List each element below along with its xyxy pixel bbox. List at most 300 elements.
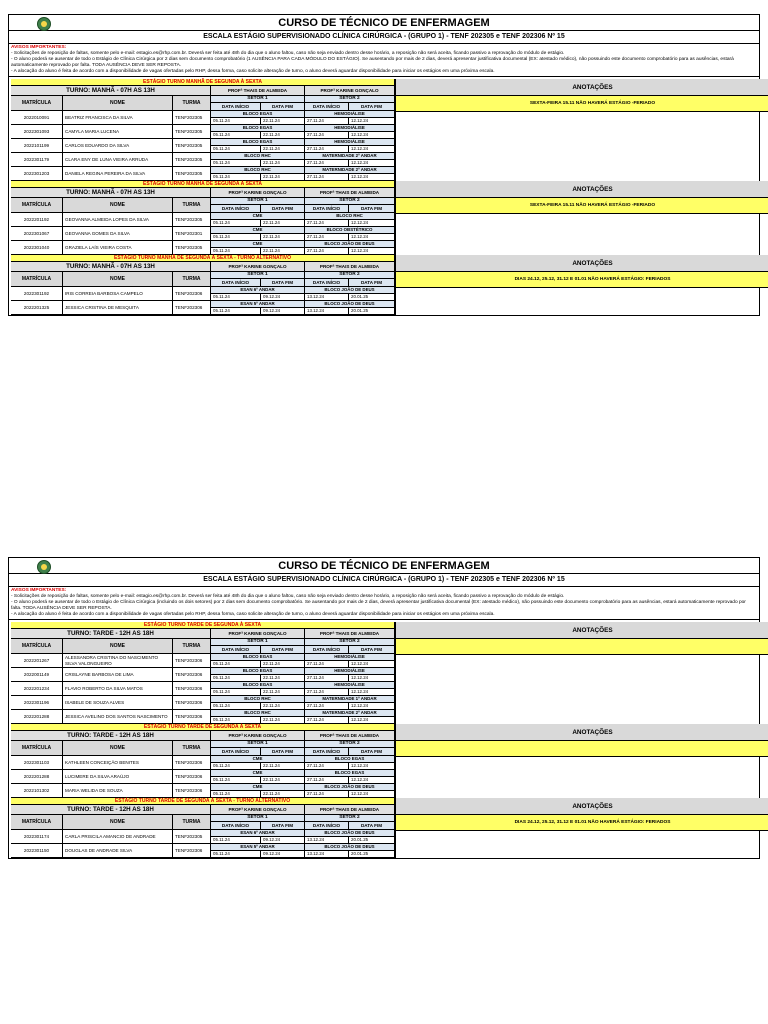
header-data-inicio: DATA INÍCIO [305,748,349,756]
setor2-location: BLOCO JOÃO DE DEUS [305,301,395,308]
setor1-end-date: 22.11.24 [261,689,305,696]
setor1-location: BLOCO EGAS [211,668,305,675]
setor2-start-date: 27.11.24 [305,777,349,784]
setor2-end-date: 12.12.24 [349,220,395,227]
student-matricula: 2022301174 [11,830,63,844]
schedule-table [11,622,395,724]
header-data-fim: DATA FIM [349,822,395,830]
student-matricula: 2022301196 [11,696,63,710]
schedule-block [9,622,759,724]
professor-setor1: PROFª KARINE GONÇALO [211,805,305,815]
setor2-location: MATERNIDADE 2º ANDAR [305,710,395,717]
setor2-end-date: 12.12.24 [349,234,395,241]
student-name: CARLOS EDUARDO DA SILVA [63,139,173,153]
header-turma: TURMA [173,96,211,111]
professor-setor1: PROFª KARINE GONÇALO [211,629,305,639]
setor1-start-date: 05.11.24 [211,146,261,153]
annotations-empty [396,214,768,255]
setor2-start-date: 27.11.24 [305,132,349,139]
setor1-header: SETOR 1 [211,815,305,822]
page-subtitle: ESCALA ESTÁGIO SUPERVISIONADO CLÍNICA CIRÚRGICA - (GRUPO 1) - TENF 202305 e TENF 202306 Nº 15 [203,576,565,583]
setor2-end-date: 12.12.24 [349,791,395,798]
setor2-start-date: 13.12.24 [305,837,349,844]
setor1-location: CME [211,213,305,220]
student-matricula: 2022301067 [11,227,63,241]
student-matricula: 2022201234 [11,682,63,696]
setor1-location: ESAN 6º ANDAR [211,830,305,837]
student-turma: TENF202306 [173,287,211,301]
student-name: MARIA WELIDA DE SOUZA [63,784,173,798]
header-data-inicio: DATA INÍCIO [305,205,349,213]
setor2-end-date: 12.12.24 [349,248,395,255]
setor2-start-date: 27.11.24 [305,118,349,125]
setor1-start-date: 05.11.24 [211,220,261,227]
setor1-start-date: 05.11.24 [211,661,261,668]
setor2-location: HEMODIÁLISE [305,139,395,146]
header-data-inicio: DATA INÍCIO [211,103,261,111]
student-turma: TENF202306 [173,756,211,770]
annotation-note: SEXTA-FEIRA 15.11 NÃO HAVERÁ ESTÁGIO -FERIADO [396,198,768,214]
schedule-block [9,798,759,858]
header-matricula: MATRÍCULA [11,639,63,654]
setor1-location: BLOCO EGAS [211,111,305,118]
setor1-start-date: 05.11.24 [211,234,261,241]
student-name: GEOVANNA ALMEIDA LOPES DA SILVA [63,213,173,227]
annotations-empty [396,757,768,798]
setor2-header: SETOR 2 [305,272,395,279]
setor1-location: BLOCO EGAS [211,654,305,661]
student-name: JESSICA CRISTINA DE MESQUITA [63,301,173,315]
header-matricula: MATRÍCULA [11,96,63,111]
header-nome: NOME [63,741,173,756]
setor1-start-date: 05.11.24 [211,717,261,724]
schedule-table [11,181,395,255]
student-turma: TENF202305 [173,111,211,125]
student-name: LUCIMERE DA SILVA ARAÚJO [63,770,173,784]
header-data-inicio: DATA INÍCIO [305,279,349,287]
setor2-end-date: 20.01.25 [349,294,395,301]
setor2-header: SETOR 2 [305,198,395,205]
header-data-inicio: DATA INÍCIO [211,279,261,287]
annotations-empty [396,655,768,724]
setor2-start-date: 27.11.24 [305,174,349,181]
annotations-header: ANOTAÇÕES [396,724,768,741]
setor1-header: SETOR 1 [211,639,305,646]
shift-banner: ESTÁGIO TURNO TARDE DE SEGUNDA À SEXTA [11,622,395,629]
setor2-end-date: 12.12.24 [349,703,395,710]
header-nome: NOME [63,639,173,654]
setor1-start-date: 05.11.24 [211,248,261,255]
header-data-fim: DATA FIM [261,103,305,111]
setor2-end-date: 12.12.24 [349,160,395,167]
setor1-end-date: 22.11.24 [261,703,305,710]
annotations-column [395,79,768,181]
header-data-fim: DATA FIM [349,103,395,111]
header-matricula: MATRÍCULA [11,272,63,287]
student-matricula: 2022301103 [11,756,63,770]
header-turma: TURMA [173,272,211,287]
setor1-end-date: 22.11.24 [261,675,305,682]
setor1-location: CME [211,241,305,248]
setor1-end-date: 22.11.24 [261,118,305,125]
student-turma: TENF202306 [173,784,211,798]
professor-setor2: PROFª THAIS DE ALMEIDA [305,629,395,639]
page-header [9,15,759,44]
setor1-start-date: 05.11.24 [211,689,261,696]
setor2-header: SETOR 2 [305,741,395,748]
schedule-block [9,181,759,255]
setor2-location: BLOCO JOÃO DE DEUS [305,844,395,851]
setor1-end-date: 22.11.24 [261,160,305,167]
header-data-fim: DATA FIM [261,205,305,213]
student-turma: TENF202306 [173,696,211,710]
setor2-start-date: 27.11.24 [305,160,349,167]
setor1-location: ESAN 6º ANDAR [211,287,305,294]
setor1-location: CME [211,227,305,234]
setor1-location: BLOCO RHC [211,153,305,160]
setor1-start-date: 05.11.24 [211,160,261,167]
setor1-end-date: 22.11.24 [261,234,305,241]
notice-title: AVISOS IMPORTANTES: [11,45,67,50]
institution-logo-icon [37,560,51,574]
professor-setor2: PROFª THAIS DE ALMEIDA [305,188,395,198]
student-turma: TENF202301 [173,227,211,241]
setor2-start-date: 27.11.24 [305,220,349,227]
student-matricula: 2022301203 [11,167,63,181]
student-matricula: 2022301150 [11,844,63,858]
student-name: CRISLAYNE BARBOSA DE LIMA [63,668,173,682]
annotations-empty [396,112,768,181]
shift-title: TURNO: TARDE - 12H AS 18H [11,629,211,639]
student-turma: TENF202306 [173,682,211,696]
setor1-location: ESAN 5º ANDAR [211,844,305,851]
setor1-end-date: 22.11.24 [261,777,305,784]
header-data-inicio: DATA INÍCIO [305,822,349,830]
setor2-end-date: 12.12.24 [349,763,395,770]
setor2-location: HEMODIÁLISE [305,125,395,132]
header-data-inicio: DATA INÍCIO [211,205,261,213]
student-turma: TENF202306 [173,844,211,858]
setor1-start-date: 05.11.24 [211,777,261,784]
student-matricula: 2022201325 [11,301,63,315]
setor2-header: SETOR 2 [305,96,395,103]
setor1-header: SETOR 1 [211,741,305,748]
setor1-start-date: 05.11.24 [211,703,261,710]
professor-setor1: PROFª KARINE GONÇALO [211,188,305,198]
setor2-location: BLOCO EGAS [305,770,395,777]
setor1-start-date: 05.11.24 [211,763,261,770]
setor1-end-date: 09.12.24 [261,294,305,301]
header-matricula: MATRÍCULA [11,741,63,756]
setor2-end-date: 12.12.24 [349,118,395,125]
setor2-end-date: 12.12.24 [349,675,395,682]
schedule-table [11,255,395,315]
header-data-fim: DATA FIM [261,748,305,756]
student-turma: TENF202305 [173,139,211,153]
student-name: DANIELA REGINA PEREIRA DA SILVA [63,167,173,181]
setor2-start-date: 27.11.24 [305,661,349,668]
header-data-inicio: DATA INÍCIO [211,646,261,654]
annotation-note: DIAS 24.12, 25.12, 31.12 E 01.01 NÃO HAVERÁ ESTÁGIO: FERIADOS [396,272,768,288]
student-name: CARLA PRISCILA AMANCIO DE ANDRADE [63,830,173,844]
schedule-block [9,79,759,181]
setor2-start-date: 27.11.24 [305,689,349,696]
setor1-start-date: 05.11.24 [211,837,261,844]
notice-line: - A alocação do aluno é feita de acordo com a disponibilidade de vagas ofertadas pelo RHP, dessa forma, caso solicite alteração de turno, o aluno deverá aguardar disponibilidade para iniciar os estágios em uma próxima escala. [11,69,495,74]
setor1-location: BLOCO EGAS [211,139,305,146]
shift-banner: ESTÁGIO TURNO MANHÃ DE SEGUNDA À SEXTA [11,181,395,188]
setor2-end-date: 12.12.24 [349,146,395,153]
setor1-end-date: 22.11.24 [261,661,305,668]
header-turma: TURMA [173,815,211,830]
student-name: KATHLEEN CONCEIÇÃO BENITES [63,756,173,770]
student-turma: TENF202305 [173,241,211,255]
annotations-header: ANOTAÇÕES [396,622,768,639]
annotations-empty [396,831,768,858]
professor-setor2: PROFª KARINE GONÇALO [305,86,395,96]
setor2-end-date: 12.12.24 [349,689,395,696]
student-matricula: 2022201192 [11,213,63,227]
setor1-location: CME [211,756,305,763]
annotations-header: ANOTAÇÕES [396,798,768,815]
institution-logo-icon [37,17,51,31]
annotations-column [395,255,768,315]
setor2-end-date: 20.01.25 [349,308,395,315]
header-data-fim: DATA FIM [261,822,305,830]
student-turma: TENF202305 [173,125,211,139]
setor2-header: SETOR 2 [305,815,395,822]
setor1-location: BLOCO RHC [211,710,305,717]
header-data-fim: DATA FIM [261,279,305,287]
professor-setor1: PROFª THAIS DE ALMEIDA [211,86,305,96]
header-data-fim: DATA FIM [349,748,395,756]
student-name: BEATRIZ FRANCISCA DA SILVA [63,111,173,125]
setor2-end-date: 12.12.24 [349,777,395,784]
annotations-column [395,622,768,724]
annotations-empty [396,288,768,315]
page-title: CURSO DE TÉCNICO DE ENFERMAGEM [9,558,759,574]
setor1-start-date: 05.11.24 [211,132,261,139]
schedule-block [9,724,759,798]
student-matricula: 2022301040 [11,241,63,255]
student-name: CLARA ENY DE LUNA VIEIRA ARRUDA [63,153,173,167]
student-matricula: 2022301093 [11,125,63,139]
setor2-location: HEMODIÁLISE [305,111,395,118]
annotations-header: ANOTAÇÕES [396,255,768,272]
page-title: CURSO DE TÉCNICO DE ENFERMAGEM [9,15,759,31]
annotations-header: ANOTAÇÕES [396,181,768,198]
professor-setor1: PROFª KARINE GONÇALO [211,262,305,272]
setor2-location: BLOCO JOÃO DE DEUS [305,784,395,791]
shift-banner: ESTÁGIO TURNO TARDE DE SEGUNDA À SEXTA - TURNO ALTERNATIVO [11,798,395,805]
shift-title: TURNO: MANHÃ - 07H AS 13H [11,86,211,96]
student-name: ALESSANDRA CRISTINA DO NASCIMENTO SILVA VALONGUEIRO [63,654,173,668]
setor1-end-date: 22.11.24 [261,717,305,724]
shift-banner: ESTÁGIO TURNO TARDE DE SEGUNDA À SEXTA [11,724,395,731]
shift-banner: ESTÁGIO TURNO MANHÃ DE SEGUNDA À SEXTA - TURNO ALTERNATIVO [11,255,395,262]
setor2-end-date: 12.12.24 [349,132,395,139]
student-turma: TENF202306 [173,710,211,724]
student-name: ISABELE DE SOUZA ALVES [63,696,173,710]
annotation-note: DIAS 24.12, 25.12, 31.12 E 01.01 NÃO HAVERÁ ESTÁGIO: FERIADOS [396,815,768,831]
notice-box [9,587,759,620]
shift-title: TURNO: MANHÃ - 07H AS 13H [11,262,211,272]
setor2-start-date: 13.12.24 [305,294,349,301]
notice-box [9,44,759,77]
student-matricula: 2022010091 [11,111,63,125]
annotation-note [396,639,768,655]
page-subtitle: ESCALA ESTÁGIO SUPERVISIONADO CLÍNICA CIRÚRGICA - (GRUPO 1) - TENF 202305 e TENF 202306 Nº 15 [203,33,565,40]
schedule-page [8,557,760,859]
student-matricula: 2022201288 [11,770,63,784]
setor2-start-date: 27.11.24 [305,703,349,710]
annotations-column [395,798,768,858]
schedule-table [11,798,395,858]
header-turma: TURMA [173,639,211,654]
notice-line: - O aluno poderá se ausentar de todo o Estágio de Clínica Cirúrgica (incluindo os dois setores) por 2 dias sem documento comprobatório. Se ausentando por mais de 2 dias, deverá apresentar justificativa documental (EX: atestado médico), não possuindo este documento comprobatório para as ausências, estará automaticamente reprovado por falta. TODA AUSÊNCIA DEVE SER REPOSTA. [11,600,746,611]
setor2-start-date: 27.11.24 [305,675,349,682]
shift-title: TURNO: TARDE - 12H AS 18H [11,805,211,815]
setor1-end-date: 09.12.24 [261,851,305,858]
header-data-inicio: DATA INÍCIO [211,748,261,756]
notice-line: - Solicitações de reposição de faltas, somente pelo e-mail: estagio.es@rhp.com.br. Deverá ser feita até 48h do dia que o aluno faltou, caso não seja enviado dentro desse horário, a reposição não será aceita, ficando passivo a reprovação do módulo de estágio. [11,594,565,599]
setor2-location: BLOCO OBSTÉTRICO [305,227,395,234]
header-turma: TURMA [173,198,211,213]
setor2-start-date: 27.11.24 [305,717,349,724]
setor1-start-date: 05.11.24 [211,174,261,181]
student-matricula: 2022201267 [11,654,63,668]
setor1-end-date: 09.12.24 [261,308,305,315]
student-matricula: 2022001149 [11,668,63,682]
student-matricula: 2022201288 [11,710,63,724]
header-nome: NOME [63,96,173,111]
student-turma: TENF202306 [173,301,211,315]
setor1-start-date: 05.11.24 [211,675,261,682]
setor2-location: BLOCO JOÃO DE DEUS [305,241,395,248]
setor1-location: BLOCO RHC [211,696,305,703]
header-data-fim: DATA FIM [349,205,395,213]
student-turma: TENF202305 [173,830,211,844]
setor1-start-date: 05.11.24 [211,118,261,125]
setor2-end-date: 12.12.24 [349,661,395,668]
student-name: JESSICA AVELINO DOS SANTOS NASCIMENTO [63,710,173,724]
setor1-end-date: 22.11.24 [261,248,305,255]
header-nome: NOME [63,815,173,830]
setor1-end-date: 09.12.24 [261,837,305,844]
schedule-table [11,724,395,798]
setor1-location: BLOCO EGAS [211,682,305,689]
setor2-location: MATERNIDADE 1º ANDAR [305,696,395,703]
header-matricula: MATRÍCULA [11,815,63,830]
setor1-end-date: 22.11.24 [261,220,305,227]
setor1-location: BLOCO RHC [211,167,305,174]
setor1-end-date: 22.11.24 [261,791,305,798]
setor2-end-date: 12.12.24 [349,174,395,181]
header-nome: NOME [63,272,173,287]
setor2-start-date: 27.11.24 [305,146,349,153]
header-turma: TURMA [173,741,211,756]
student-name: GEOVANNA GOMES DA SILVA [63,227,173,241]
shift-title: TURNO: TARDE - 12H AS 18H [11,731,211,741]
notice-line: - O aluno poderá se ausentar de todo o Estágio de Clínica Cirúrgica por 2 dias sem documento comprobatório (1 AUSÊNCIA PARA CADA MÓDULO DO ESTÁGIO). Se ausentando por mais de 2 dias, deverá apresentar justificativa documental (EX: atestado médico), não possuindo este documento comprobatório para as ausências, estará automaticamente reprovado por falta. TODA AUSÊNCIA DEVE SER REPOSTA. [11,57,734,68]
setor1-header: SETOR 1 [211,96,305,103]
student-matricula: 2022101302 [11,784,63,798]
schedule-block [9,255,759,315]
shift-title: TURNO: MANHÃ - 07H AS 13H [11,188,211,198]
setor1-location: BLOCO EGAS [211,125,305,132]
setor1-header: SETOR 1 [211,198,305,205]
setor2-end-date: 12.12.24 [349,717,395,724]
setor2-location: HEMODIÁLISE [305,668,395,675]
page-header [9,558,759,587]
setor2-start-date: 27.11.24 [305,234,349,241]
setor2-end-date: 20.01.25 [349,837,395,844]
setor1-header: SETOR 1 [211,272,305,279]
student-name: GRAZIELA LAÍS VIEIRA COSTA [63,241,173,255]
header-data-inicio: DATA INÍCIO [211,822,261,830]
setor2-header: SETOR 2 [305,639,395,646]
student-turma: TENF202305 [173,167,211,181]
setor2-start-date: 13.12.24 [305,851,349,858]
student-turma: TENF202305 [173,153,211,167]
notice-line: - Solicitações de reposição de faltas, somente pelo e-mail: estagio.es@rhp.com.br. Deverá ser feita até 48h do dia que o aluno faltou, caso não seja enviado dentro desse horário, a reposição não será aceita, ficando passivo a reprovação do módulo de estágio. [11,51,565,56]
header-matricula: MATRÍCULA [11,198,63,213]
setor2-location: MATERNIDADE 2º ANDAR [305,153,395,160]
setor1-end-date: 22.11.24 [261,763,305,770]
student-name: IRIS CORREIA BARBOSA CAMPELO [63,287,173,301]
setor2-location: BLOCO JOÃO DE DEUS [305,830,395,837]
schedule-page [8,14,760,316]
setor1-end-date: 22.11.24 [261,146,305,153]
shift-banner: ESTÁGIO TURNO MANHÃ DE SEGUNDA À SEXTA [11,79,395,86]
professor-setor1: PROFª KARINE GONÇALO [211,731,305,741]
setor1-end-date: 22.11.24 [261,132,305,139]
header-data-fim: DATA FIM [349,279,395,287]
student-name: FLAVIO ROBERTO DA SILVA MATOS [63,682,173,696]
professor-setor2: PROFª THAIS DE ALMEIDA [305,805,395,815]
annotations-header: ANOTAÇÕES [396,79,768,96]
student-name: CAMYLA MARIA LUCENA [63,125,173,139]
annotation-note: SEXTA-FEIRA 15.11 NÃO HAVERÁ ESTÁGIO -FERIADO [396,96,768,112]
setor2-location: MATERNIDADE 2º ANDAR [305,167,395,174]
header-data-fim: DATA FIM [349,646,395,654]
annotation-note [396,741,768,757]
header-data-inicio: DATA INÍCIO [305,103,349,111]
header-data-fim: DATA FIM [261,646,305,654]
student-turma: TENF202306 [173,654,211,668]
header-nome: NOME [63,198,173,213]
setor2-start-date: 27.11.24 [305,248,349,255]
annotations-column [395,181,768,255]
schedule-table [11,79,395,181]
setor2-location: BLOCO RHC [305,213,395,220]
professor-setor2: PROFª THAIS DE ALMEIDA [305,731,395,741]
setor1-end-date: 22.11.24 [261,174,305,181]
setor2-location: BLOCO EGAS [305,756,395,763]
setor1-location: CME [211,770,305,777]
student-name: DOUGLAS DE ANDRADE SILVA [63,844,173,858]
setor2-location: BLOCO JOÃO DE DEUS [305,287,395,294]
setor2-end-date: 20.01.25 [349,851,395,858]
student-matricula: 2022301192 [11,287,63,301]
setor1-start-date: 05.11.24 [211,851,261,858]
setor2-start-date: 27.11.24 [305,763,349,770]
header-data-inicio: DATA INÍCIO [305,646,349,654]
student-matricula: 2022301179 [11,153,63,167]
setor1-start-date: 05.11.24 [211,308,261,315]
setor1-start-date: 05.11.24 [211,791,261,798]
setor2-start-date: 27.11.24 [305,791,349,798]
